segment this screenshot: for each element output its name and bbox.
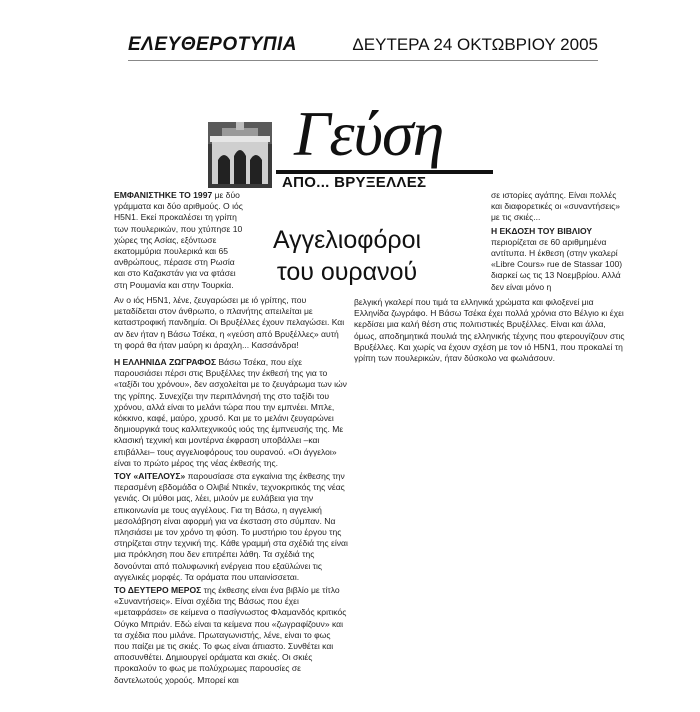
column-kicker-subtitle: ΑΠΟ... ΒΡΥΞΕΛΛΕΣ	[282, 174, 427, 191]
left-column-main	[114, 357, 348, 688]
brussels-monument-photo	[208, 122, 272, 188]
headline-line-1: Αγγελιοφόροι	[272, 226, 422, 254]
newspaper-name: ΕΛΕΥΘΕΡΟΤΥΠΙΑ	[128, 34, 298, 55]
right-column-top	[491, 190, 628, 295]
paragraph-6	[491, 226, 628, 293]
paragraph-3-text: παρουσίασε στα εγκαίνια της έκθεσης την περασμένη εβδομάδα ο Ολιβιέ Ντικέν, τεχνοκριτικός της νέας γενιάς. Οι μύθοι μας, λέει, μιλούν με ευλάβεια για την επικοινωνία με τους αγγέλους. Για τη Βάσω, η αγγελική μεσολάβηση είναι αφορμή για να έκσταση στο σύμπαν. Να πλησιάσει με τον χρόνο τη φύση. Το μυστήριο του έργου της στηρίζεται στην τεχνική της. Κάθε γραμμή στα σχέδιά της είναι μια πρόκληση που δεν επιτρέπει λάθη. Τα σχέδιά της δονούνται από πολυφωνική ενέργεια που εξαϋλώνει τις αγγελικές μορφές. Τα οράματα που υπαινίσσεται.	[114, 471, 348, 582]
masthead-rule	[128, 60, 598, 61]
paragraph-2	[114, 357, 348, 469]
column-kicker-title: Γεύση	[294, 98, 444, 169]
paragraph-4	[114, 585, 348, 686]
paragraph-1-lead: ΕΜΦΑΝΙΣΤΗΚΕ ΤΟ 1997	[114, 190, 213, 200]
left-column-wide	[114, 295, 348, 353]
paragraph-3-lead: ΤΟΥ «ΑΙΤΕΛΟΥΣ»	[114, 471, 186, 482]
paragraph-1-text: με δύο γράμματα και δύο αριθμούς. Ο ιός H5N1. Εκεί προκαλέσει τη γρίπη των πουλερικών, που χτύπησε 10 χώρες της Ασίας, εξόντωσε εκατομμύρια πουλερικά και 65 ανθρώπους, πέρασε στη Ρωσία και στο Καζακστάν για να φτάσει στη Ρουμανία και στην Τουρκία.	[114, 190, 243, 290]
article-headline	[243, 224, 451, 288]
paragraph-7: βελγική γκαλερί που τιμά τα ελληνικά χρώματα και φιλοξενεί μια Ελληνίδα ζωγράφο. Η Βάσω Τσέκα έχει πολλά χρόνια στο Βέλγιο κι έχει κερδίσει μια καλή θέση στις πολιτιστικές Βρυξέλλες. Είναι και άλλα, όμως, αποδημητικά πουλιά της ελληνικής τέχνης που φτερουγίζουν στις Βρυξέλλες. Και χωρίς να έχουν σχέση με τον ιό H5N1, που προκαλεί τη γρίπη των πουλερικών, ήταν δύσκολο να φωλιάσουν.	[354, 297, 625, 364]
paragraph-4-text: της έκθεσης είναι ένα βιβλίο με τίτλο «Συναντήσεις». Είναι σχέδια της Βάσως που έχει «μεταφράσει» σε κείμενα ο πασίγνωστος Φλαμανδός κριτικός Ούγκο Μπριάν. Εδώ είναι τα κείμενα που «ζωγραφίζουν» και τα σχέδια που μιλάνε. Πρωταγωνιστής, λένε, είναι το φως που παίζει με τις σκιές. Το φως είναι άπιαστο. Συνθέτει και αποσυνθέτει. Δημιουργεί οράματα και σκιές. Οι σκιές προκαλούν το φως με πολύχρωμες παρουσίες σε δαντελωτούς χορούς. Μπορεί και	[114, 585, 347, 685]
paragraph-4-lead: ΤΟ ΔΕΥΤΕΡΟ ΜΕΡΟΣ	[114, 585, 202, 596]
paragraph-1b: Αν ο ιός H5N1, λένε, ζευγαρώσει με ιό γρίπης, που μεταδίδεται στον άνθρωπο, ο πλανήτης απειλείται με καταστροφική πανδημία. Οι Βρυξέλλες έχουν πελαγώσει. Και αν δεν ήταν η Βάσω Τσέκα, η «γεύση από Βρυξέλλες» αυτή τη φορά θα ήταν μαύρη κι άραχλη... Κασσάνδρα!	[114, 295, 345, 350]
right-column-wide	[354, 297, 628, 366]
paragraph-3	[114, 471, 348, 583]
paragraph-5: σε ιστορίες αγάπης. Είναι πολλές και διαφορετικές οι «συναντήσεις» με τις σκιές...	[491, 190, 621, 223]
paragraph-6-lead: Η ΕΚΔΟΣΗ ΤΟΥ ΒΙΒΛΙΟΥ	[491, 225, 593, 236]
paragraph-2-lead: Η ΕΛΛΗΝΙΔΑ ΖΩΓΡΑΦΟΣ	[114, 357, 217, 367]
paragraph-6-text: περιορίζεται σε 60 αριθμημένα αντίτυπα. Η έκθεση (στην γκαλερί «Libre Cours» rue de Stassar 100) διαρκεί ως τις 13 Νοεμβρίου. Αλλά δεν είναι μόνο η	[491, 236, 623, 292]
issue-date: ΔΕΥΤΕΡΑ 24 ΟΚΤΩΒΡΙΟΥ 2005	[352, 35, 598, 54]
masthead	[128, 34, 598, 60]
paragraph-2-text: Βάσω Τσέκα, που είχε παρουσιάσει πέρσι στις Βρυξέλλες την έκθεσή της για το «ταξίδι του χρόνου», δεν ασχολείται με το ζευγάρωμα των ιών της γρίπης. Συνεχίζει την περιπλάνησή της στο ταξίδι του χρόνου, αλλά είναι το μελάνι τώρα που την εμπνέει. Μπλε, κόκκινο, καφέ, μαύρο, χρυσό. Και με το μελάνι ζευγαρώνει δημιουργικά τους καλλιτεχνικούς ιούς της έμπνευσής της. Με κλασική τεχνική και μοντέρνα έκφραση υποβάλλει –και επιβάλλει– τους αγγελιοφόρους του ουρανού. «Οι άγγελοι» είναι το πρώτο μέρος της νέας έκθεσής της.	[114, 357, 347, 468]
left-column-top	[114, 190, 244, 293]
headline-line-2: του ουρανού	[276, 258, 418, 286]
paragraph-1	[114, 190, 244, 291]
